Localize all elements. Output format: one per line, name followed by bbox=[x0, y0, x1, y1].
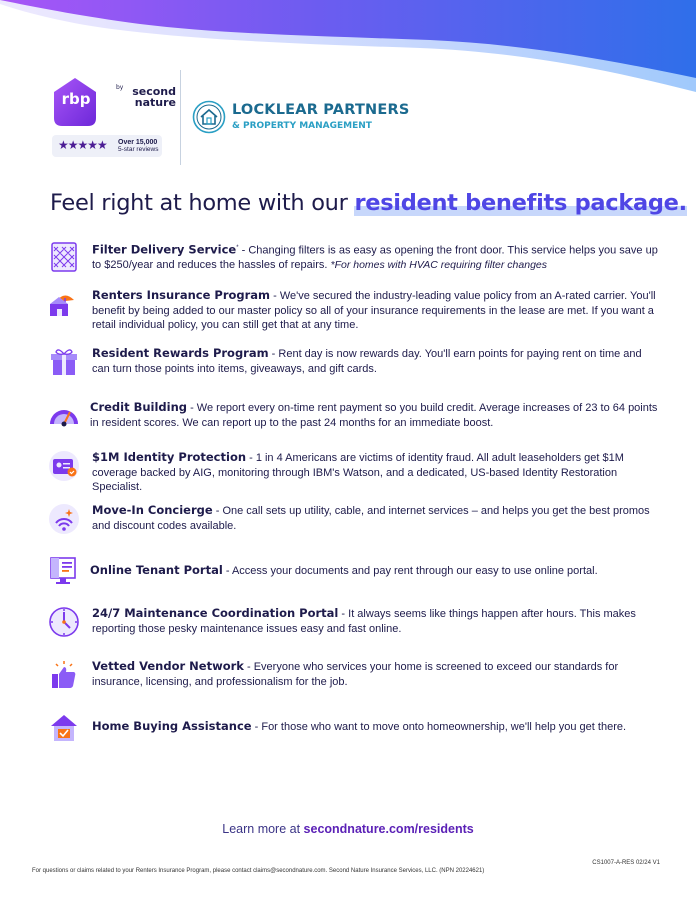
fine-print: For questions or claims related to your Renters Insurance Program, please contact claims@secondnature.com. Second Nature Insurance Services, LLC. (NPN 20224621) bbox=[32, 868, 485, 874]
benefit-text bbox=[92, 450, 662, 495]
locklear-sub: & PROPERTY MANAGEMENT bbox=[232, 121, 372, 131]
clock-icon bbox=[48, 606, 80, 638]
benefit-text bbox=[92, 606, 662, 636]
benefit-text bbox=[90, 400, 660, 430]
benefit-sep: - bbox=[212, 505, 223, 517]
benefit-text bbox=[92, 346, 662, 376]
benefit-sep: - bbox=[268, 348, 279, 360]
reviews-text bbox=[118, 139, 158, 153]
benefit-desc: Access your documents and pay rent through our easy to use online portal. bbox=[231, 565, 598, 577]
benefit-sep: - bbox=[338, 608, 349, 620]
reviews-label: 5-star reviews bbox=[118, 146, 159, 153]
benefit-sep: - bbox=[222, 565, 232, 577]
locklear-name: LOCKLEAR PARTNERS bbox=[232, 102, 410, 118]
reviews-badge bbox=[52, 135, 162, 157]
benefit-text bbox=[92, 288, 662, 333]
benefit-desc: For those who want to move onto homeownership, we'll help you get there. bbox=[261, 721, 627, 733]
wifi-icon bbox=[48, 503, 80, 535]
second-nature-wordmark bbox=[116, 86, 176, 108]
reviews-count: Over 15,000 bbox=[118, 139, 158, 146]
benefit-sep: - bbox=[251, 721, 262, 733]
benefit-text bbox=[92, 659, 662, 689]
locklear-house-icon bbox=[192, 100, 226, 134]
benefit-title: Vetted Vendor Network bbox=[92, 659, 244, 673]
benefit-text bbox=[90, 563, 660, 579]
benefit-desc: We've secured the industry-leading value policy from an A-rated carrier. You'll benefit by being added to our master policy so all of your insurance requirements in the lease are met. If you want a retail individual policy, you can still get that at any time. bbox=[92, 290, 656, 331]
benefit-title: $1M Identity Protection bbox=[92, 450, 247, 464]
benefit-desc: Rent day is now rewards day. You'll earn points for paying rent on time and can turn those points into items, giveaways, and gift cards. bbox=[92, 348, 642, 375]
benefit-text bbox=[92, 241, 662, 273]
page-title bbox=[50, 190, 687, 216]
benefit-title: Online Tenant Portal bbox=[90, 563, 223, 577]
learn-more bbox=[0, 822, 696, 836]
title-highlight: resident benefits package. bbox=[354, 190, 687, 216]
benefit-desc: 1 in 4 Americans are victims of identity fraud. All adult leaseholders get $1M coverage backed by AIG, monitoring through IBM's Watson, and a dedicated, US-based Identity Restoration Specialist. bbox=[92, 452, 624, 493]
document-code: CS1007-A-RES 02/24 V1 bbox=[592, 860, 660, 866]
benefit-desc: Changing filters is as easy as opening the front door. This service helps you save up to $250/year and reduces the hassles of repairs. bbox=[92, 244, 658, 272]
benefit-sep: - bbox=[246, 452, 256, 464]
benefit-title: Home Buying Assistance bbox=[92, 719, 252, 733]
second-label: second bbox=[132, 85, 176, 98]
benefit-sep: - bbox=[270, 290, 280, 302]
header-wave bbox=[0, 0, 696, 110]
filter-icon bbox=[48, 241, 80, 273]
benefit-title: Move-In Concierge bbox=[92, 503, 213, 517]
benefit-desc: It always seems like things happen after hours. This makes reporting those pesky maintenance issues easy and fast online. bbox=[92, 608, 636, 635]
benefit-sep: - bbox=[187, 402, 197, 414]
learn-more-link[interactable]: secondnature.com/residents bbox=[303, 822, 474, 836]
benefit-title: 24/7 Maintenance Coordination Portal bbox=[92, 606, 339, 620]
by-label: by bbox=[116, 84, 124, 91]
gift-icon bbox=[48, 346, 80, 378]
monitor-icon bbox=[48, 555, 80, 587]
rbp-text: rbp bbox=[61, 90, 91, 108]
benefit-title: Resident Rewards Program bbox=[92, 346, 269, 360]
benefit-title: Renters Insurance Program bbox=[92, 288, 271, 302]
gauge-icon bbox=[48, 400, 80, 432]
benefit-title: Filter Delivery Service bbox=[92, 242, 237, 257]
nature-label: nature bbox=[134, 96, 176, 109]
id-card-icon bbox=[48, 450, 80, 482]
benefit-text bbox=[92, 503, 662, 533]
benefit-text bbox=[92, 719, 662, 735]
umbrella-house-icon bbox=[48, 288, 80, 320]
asterisk-mark: * bbox=[236, 245, 239, 251]
logo-divider bbox=[180, 70, 181, 165]
benefit-note: *For homes with HVAC requiring filter changes bbox=[330, 259, 547, 272]
benefit-desc: One call sets up utility, cable, and internet services – and helps you get the best promos and discount codes available. bbox=[92, 505, 650, 532]
benefit-title: Credit Building bbox=[90, 400, 188, 414]
benefit-sep: - bbox=[243, 661, 254, 673]
house-check-icon bbox=[48, 712, 80, 744]
benefit-desc: We report every on-time rent payment so you build credit. Average increases of 23 to 64 points in resident scores. We can report up to the past 24 months for an immediate boost. bbox=[90, 402, 658, 429]
benefit-sep: - bbox=[238, 244, 249, 257]
learn-prefix: Learn more at bbox=[222, 822, 304, 836]
benefit-desc: Everyone who services your home is screened to exceed our standards for insurance, licensing, and professionalism for the job. bbox=[92, 661, 619, 688]
stars-icon: ★★★★★ bbox=[58, 138, 107, 152]
thumbs-up-icon bbox=[48, 659, 80, 691]
title-plain: Feel right at home with our bbox=[50, 190, 355, 216]
